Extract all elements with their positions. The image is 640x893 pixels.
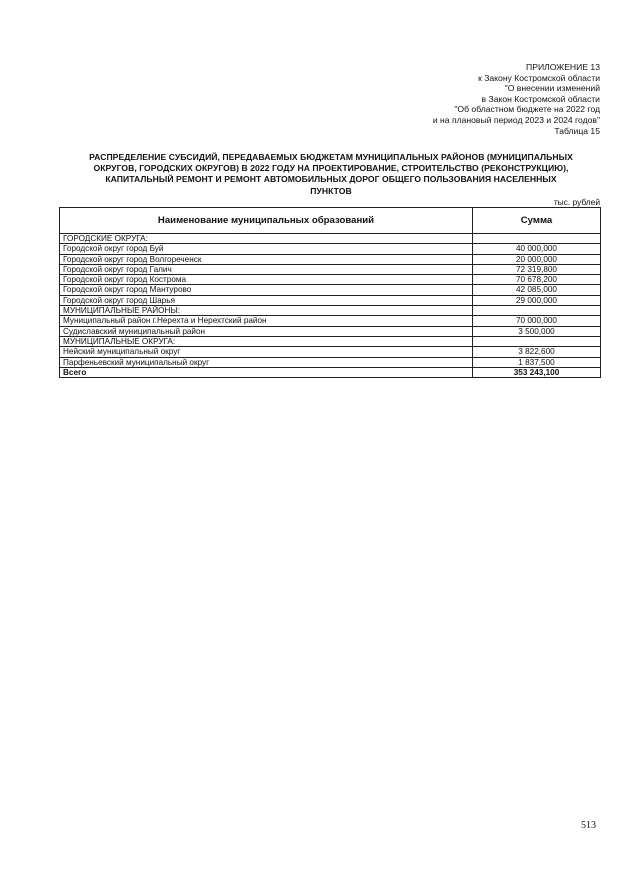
cell-name: Всего [60, 367, 473, 377]
title-line: ПУНКТОВ [310, 185, 352, 196]
cell-name: МУНИЦИПАЛЬНЫЕ ОКРУГА: [60, 336, 473, 346]
table-row [60, 264, 601, 274]
section-row [60, 234, 601, 244]
page-number: 513 [581, 820, 596, 831]
cell-amount: 3 500,000 [473, 326, 601, 336]
cell-amount: 70 000,000 [473, 316, 601, 326]
subsidy-table [59, 207, 601, 378]
appendix-line: и на плановый период 2023 и 2024 годов" [432, 114, 600, 125]
cell-amount: 42 085,000 [473, 285, 601, 295]
section-row [60, 336, 601, 346]
cell-amount: 20 000,000 [473, 254, 601, 264]
cell-name: Городской округ город Мантурово [60, 285, 473, 295]
cell-name: Городской округ город Волгореченск [60, 254, 473, 264]
table-number: Таблица 15 [554, 125, 600, 136]
cell-amount [473, 336, 601, 346]
cell-name: Нейский муниципальный округ [60, 347, 473, 357]
cell-name: Городской округ город Шарья [60, 295, 473, 305]
cell-amount: 3 822,600 [473, 347, 601, 357]
table-row [60, 357, 601, 367]
appendix-header [300, 62, 600, 136]
table-row [60, 285, 601, 295]
table-body [60, 234, 601, 378]
cell-amount: 70 678,200 [473, 275, 601, 285]
table-row [60, 295, 601, 305]
cell-name: Городской округ город Галич [60, 264, 473, 274]
cell-amount: 1 837,500 [473, 357, 601, 367]
title-line: ОКРУГОВ, ГОРОДСКИХ ОКРУГОВ) В 2022 ГОДУ НА ПРОЕКТИРОВАНИЕ, СТРОИТЕЛЬСТВО (РЕКОНСТРУКЦИЮ), [93, 163, 569, 174]
cell-amount [473, 234, 601, 244]
cell-amount: 353 243,100 [473, 367, 601, 377]
total-row [60, 367, 601, 377]
cell-amount [473, 306, 601, 316]
table-header-row [60, 208, 601, 234]
cell-name: Муниципальный район г.Нерехта и Нерехтский район [60, 316, 473, 326]
cell-name: ГОРОДСКИЕ ОКРУГА: [60, 234, 473, 244]
cell-name: Судиславский муниципальный район [60, 326, 473, 336]
header-name: Наименование муниципальных образований [60, 208, 473, 234]
table-row [60, 326, 601, 336]
table-row [60, 244, 601, 254]
appendix-line: к Закону Костромской области [478, 72, 600, 83]
cell-amount: 40 000,000 [473, 244, 601, 254]
document-title [60, 152, 602, 197]
table-row [60, 275, 601, 285]
cell-amount: 72 319,800 [473, 264, 601, 274]
title-line: КАПИТАЛЬНЫЙ РЕМОНТ И РЕМОНТ АВТОМОБИЛЬНЫХ ДОРОГ ОБЩЕГО ПОЛЬЗОВАНИЯ НАСЕЛЕННЫХ [105, 174, 557, 185]
cell-name: Парфеньевский муниципальный округ [60, 357, 473, 367]
cell-name: Городской округ город Буй [60, 244, 473, 254]
table-row [60, 347, 601, 357]
appendix-line: "Об областном бюджете на 2022 год [454, 104, 600, 115]
appendix-line: ПРИЛОЖЕНИЕ 13 [526, 62, 600, 72]
cell-name: Городской округ город Кострома [60, 275, 473, 285]
section-row [60, 306, 601, 316]
header-amount: Сумма [473, 208, 601, 234]
cell-name: МУНИЦИПАЛЬНЫЕ РАЙОНЫ: [60, 306, 473, 316]
cell-amount: 29 000,000 [473, 295, 601, 305]
appendix-line: "О внесении изменений [504, 83, 600, 94]
units-label: тыс. рублей [553, 197, 600, 207]
appendix-line: в Закон Костромской области [481, 93, 600, 104]
title-line: РАСПРЕДЕЛЕНИЕ СУБСИДИЙ, ПЕРЕДАВАЕМЫХ БЮДЖЕТАМ МУНИЦИПАЛЬНЫХ РАЙОНОВ (МУНИЦИПАЛЬНЫХ [89, 152, 573, 162]
table-row [60, 254, 601, 264]
table-row [60, 316, 601, 326]
